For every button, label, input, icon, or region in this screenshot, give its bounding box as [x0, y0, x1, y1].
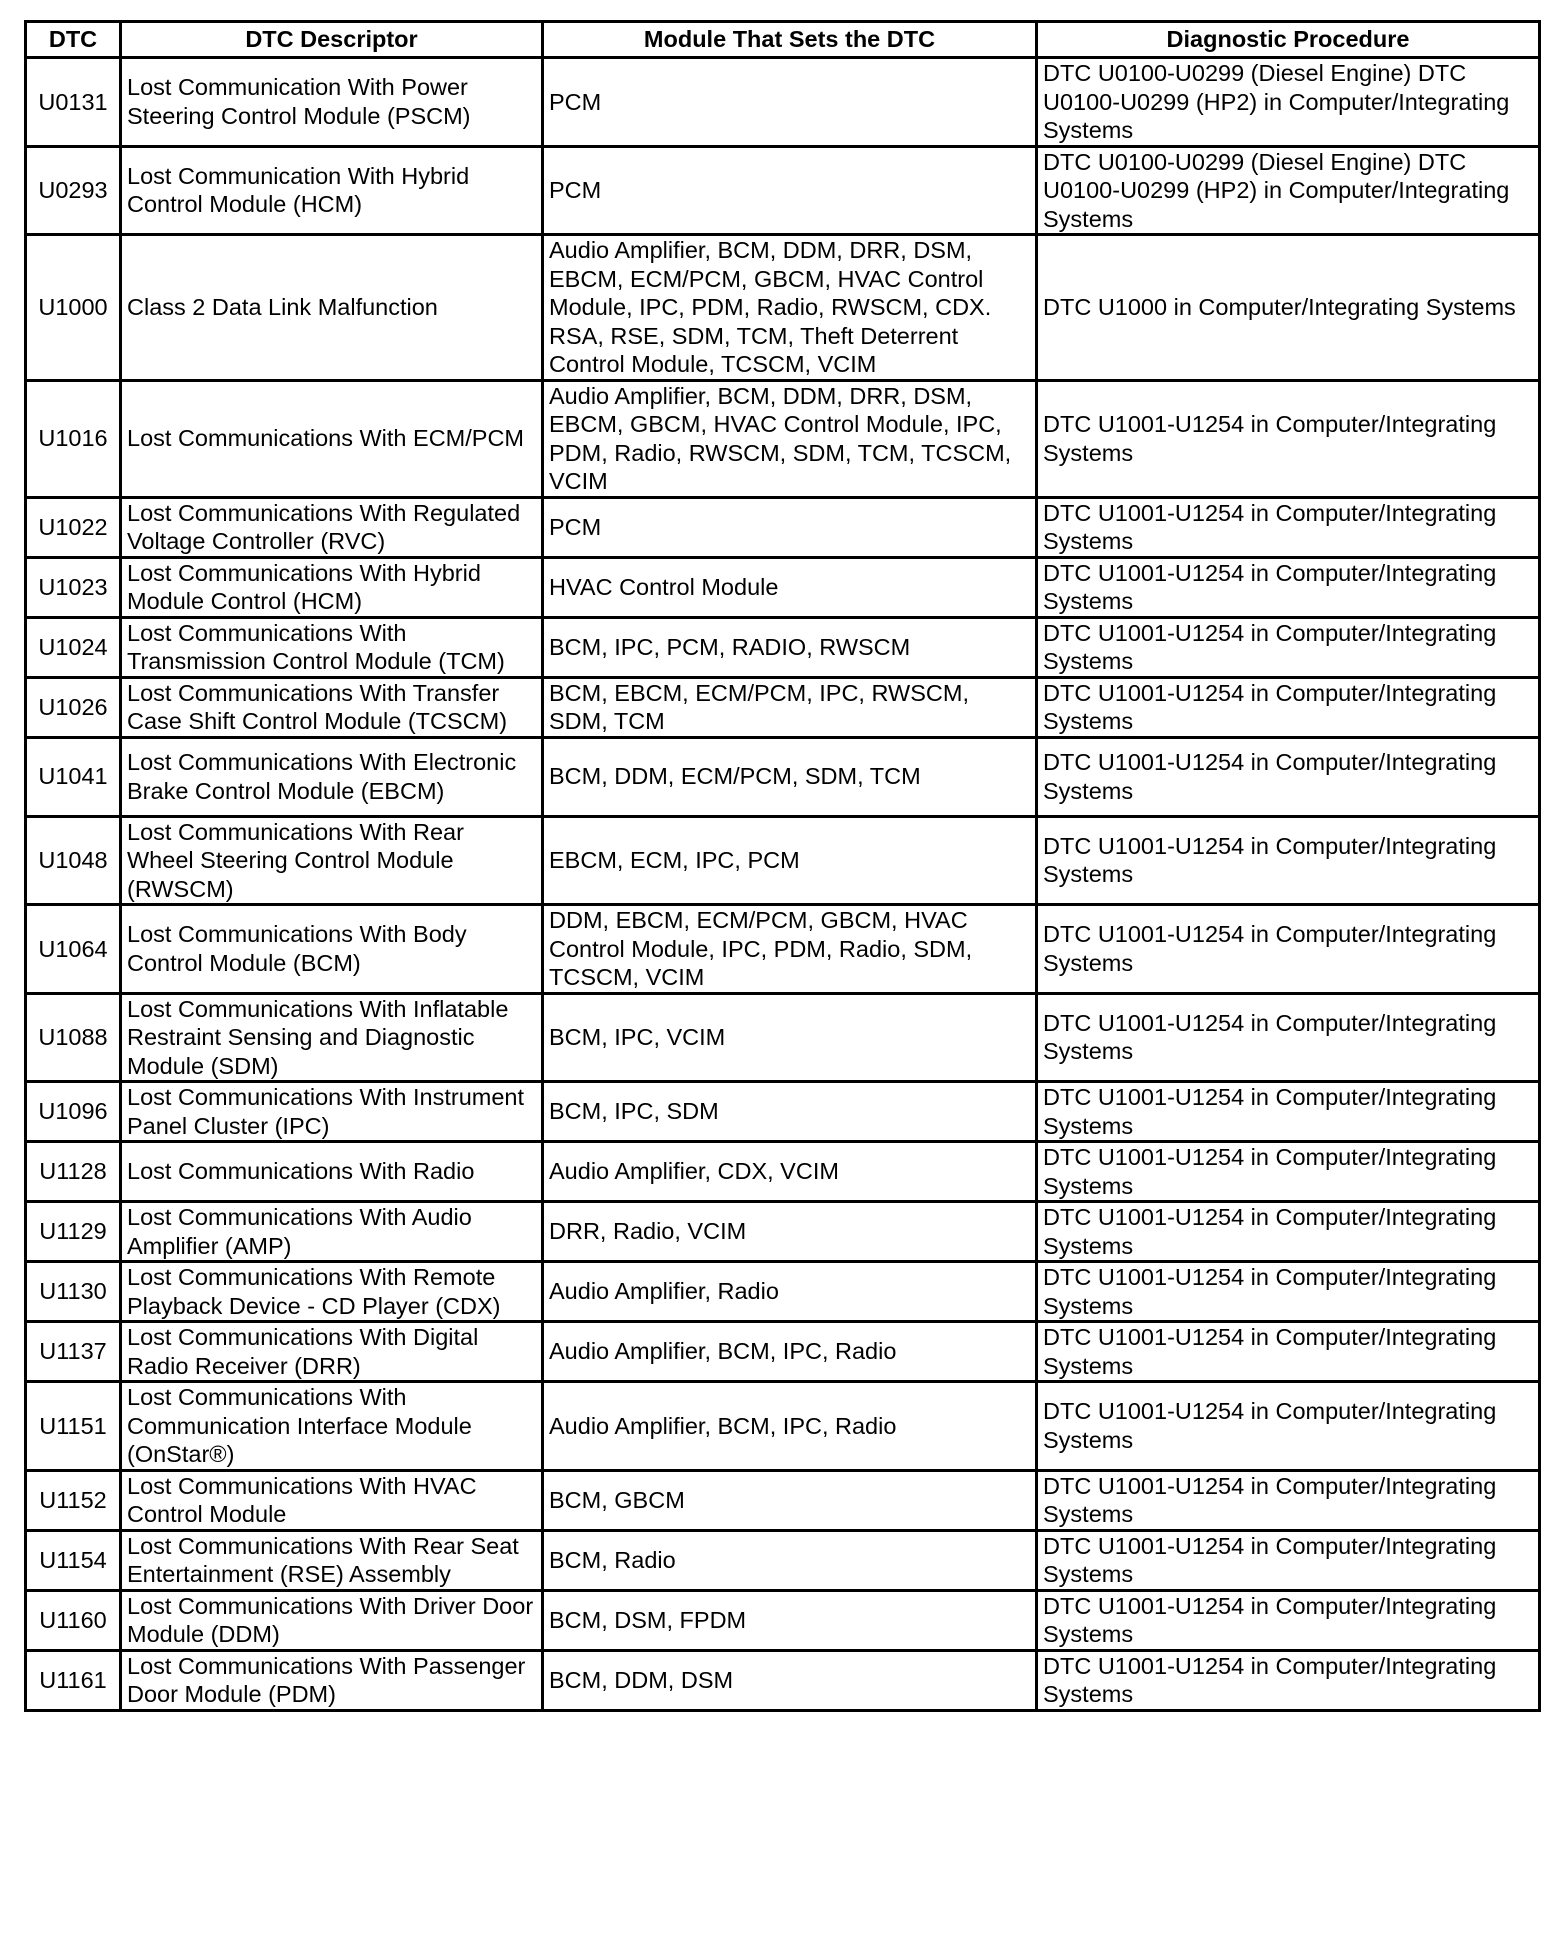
dtc-descriptor-cell: Lost Communications With Driver Door Module (DDM)	[121, 1590, 543, 1650]
diagnostic-procedure-cell: DTC U1001-U1254 in Computer/Integrating Systems	[1037, 737, 1540, 816]
diagnostic-procedure-cell: DTC U1001-U1254 in Computer/Integrating Systems	[1037, 1262, 1540, 1322]
module-cell: DDM, EBCM, ECM/PCM, GBCM, HVAC Control Module, IPC, PDM, Radio, SDM, TCSCM, VCIM	[543, 905, 1037, 994]
diagnostic-procedure-cell: DTC U0100-U0299 (Diesel Engine) DTC U0100-U0299 (HP2) in Computer/Integrating Systems	[1037, 146, 1540, 235]
dtc-code-cell: U1022	[26, 497, 121, 557]
table-row	[26, 905, 1540, 994]
dtc-code-cell: U1161	[26, 1650, 121, 1710]
diagnostic-procedure-cell: DTC U1001-U1254 in Computer/Integrating Systems	[1037, 617, 1540, 677]
diagnostic-procedure-cell: DTC U1001-U1254 in Computer/Integrating Systems	[1037, 993, 1540, 1082]
diagnostic-procedure-cell: DTC U1001-U1254 in Computer/Integrating Systems	[1037, 1590, 1540, 1650]
dtc-code-cell: U1130	[26, 1262, 121, 1322]
module-cell: BCM, DSM, FPDM	[543, 1590, 1037, 1650]
dtc-descriptor-cell: Lost Communications With Remote Playback Device - CD Player (CDX)	[121, 1262, 543, 1322]
dtc-descriptor-cell: Lost Communications With Body Control Module (BCM)	[121, 905, 543, 994]
dtc-code-cell: U1129	[26, 1202, 121, 1262]
dtc-table-page	[24, 20, 1538, 1712]
diagnostic-procedure-cell: DTC U1001-U1254 in Computer/Integrating Systems	[1037, 905, 1540, 994]
diagnostic-procedure-cell: DTC U1001-U1254 in Computer/Integrating Systems	[1037, 1470, 1540, 1530]
diagnostic-procedure-cell: DTC U1001-U1254 in Computer/Integrating Systems	[1037, 677, 1540, 737]
module-cell: Audio Amplifier, Radio	[543, 1262, 1037, 1322]
diagnostic-procedure-cell: DTC U1001-U1254 in Computer/Integrating Systems	[1037, 497, 1540, 557]
table-row	[26, 380, 1540, 497]
table-row	[26, 1382, 1540, 1471]
module-cell: BCM, DDM, ECM/PCM, SDM, TCM	[543, 737, 1037, 816]
module-cell: BCM, Radio	[543, 1530, 1037, 1590]
dtc-code-cell: U1128	[26, 1142, 121, 1202]
diagnostic-procedure-cell: DTC U1001-U1254 in Computer/Integrating Systems	[1037, 1530, 1540, 1590]
diagnostic-procedure-cell: DTC U1001-U1254 in Computer/Integrating Systems	[1037, 1142, 1540, 1202]
table-row	[26, 1142, 1540, 1202]
dtc-code-cell: U1024	[26, 617, 121, 677]
module-cell: BCM, GBCM	[543, 1470, 1037, 1530]
table-row	[26, 1262, 1540, 1322]
diagnostic-procedure-cell: DTC U1001-U1254 in Computer/Integrating Systems	[1037, 1202, 1540, 1262]
diagnostic-procedure-cell: DTC U0100-U0299 (Diesel Engine) DTC U0100-U0299 (HP2) in Computer/Integrating Systems	[1037, 58, 1540, 147]
dtc-descriptor-cell: Lost Communications With Hybrid Module Control (HCM)	[121, 557, 543, 617]
diagnostic-procedure-cell: DTC U1001-U1254 in Computer/Integrating Systems	[1037, 1382, 1540, 1471]
table-row	[26, 617, 1540, 677]
table-row	[26, 737, 1540, 816]
dtc-code-cell: U1000	[26, 235, 121, 381]
dtc-code-cell: U1160	[26, 1590, 121, 1650]
column-header-procedure: Diagnostic Procedure	[1037, 22, 1540, 58]
dtc-descriptor-cell: Lost Communications With Regulated Voltage Controller (RVC)	[121, 497, 543, 557]
module-cell: Audio Amplifier, CDX, VCIM	[543, 1142, 1037, 1202]
dtc-descriptor-cell: Lost Communications With Rear Wheel Steering Control Module (RWSCM)	[121, 816, 543, 905]
module-cell: PCM	[543, 58, 1037, 147]
dtc-code-cell: U0293	[26, 146, 121, 235]
dtc-descriptor-cell: Lost Communications With Inflatable Restraint Sensing and Diagnostic Module (SDM)	[121, 993, 543, 1082]
module-cell: BCM, EBCM, ECM/PCM, IPC, RWSCM, SDM, TCM	[543, 677, 1037, 737]
diagnostic-procedure-cell: DTC U1001-U1254 in Computer/Integrating Systems	[1037, 557, 1540, 617]
module-cell: HVAC Control Module	[543, 557, 1037, 617]
dtc-descriptor-cell: Lost Communications With Electronic Brake Control Module (EBCM)	[121, 737, 543, 816]
dtc-descriptor-cell: Lost Communications With Digital Radio Receiver (DRR)	[121, 1322, 543, 1382]
module-cell: DRR, Radio, VCIM	[543, 1202, 1037, 1262]
dtc-code-cell: U1151	[26, 1382, 121, 1471]
dtc-code-cell: U1016	[26, 380, 121, 497]
dtc-descriptor-cell: Class 2 Data Link Malfunction	[121, 235, 543, 381]
table-row	[26, 816, 1540, 905]
dtc-code-cell: U1152	[26, 1470, 121, 1530]
module-cell: Audio Amplifier, BCM, DDM, DRR, DSM, EBCM, ECM/PCM, GBCM, HVAC Control Module, IPC, PDM, Radio, RWSCM, CDX. RSA, RSE, SDM, TCM, Theft Deterrent Control Module, TCSCM, VCIM	[543, 235, 1037, 381]
dtc-descriptor-cell: Lost Communications With ECM/PCM	[121, 380, 543, 497]
module-cell: Audio Amplifier, BCM, IPC, Radio	[543, 1322, 1037, 1382]
dtc-code-cell: U1048	[26, 816, 121, 905]
table-row	[26, 58, 1540, 147]
dtc-descriptor-cell: Lost Communication With Power Steering Control Module (PSCM)	[121, 58, 543, 147]
dtc-code-cell: U1064	[26, 905, 121, 994]
column-header-module: Module That Sets the DTC	[543, 22, 1037, 58]
module-cell: Audio Amplifier, BCM, DDM, DRR, DSM, EBCM, GBCM, HVAC Control Module, IPC, PDM, Radio, RWSCM, SDM, TCM, TCSCM, VCIM	[543, 380, 1037, 497]
table-row	[26, 993, 1540, 1082]
dtc-code-cell: U1023	[26, 557, 121, 617]
table-row	[26, 1322, 1540, 1382]
module-cell: BCM, DDM, DSM	[543, 1650, 1037, 1710]
diagnostic-procedure-cell: DTC U1001-U1254 in Computer/Integrating Systems	[1037, 1082, 1540, 1142]
dtc-table	[24, 20, 1541, 1712]
module-cell: EBCM, ECM, IPC, PCM	[543, 816, 1037, 905]
dtc-descriptor-cell: Lost Communications With Audio Amplifier (AMP)	[121, 1202, 543, 1262]
dtc-code-cell: U0131	[26, 58, 121, 147]
dtc-descriptor-cell: Lost Communications With Radio	[121, 1142, 543, 1202]
table-row	[26, 1530, 1540, 1590]
module-cell: BCM, IPC, PCM, RADIO, RWSCM	[543, 617, 1037, 677]
module-cell: PCM	[543, 497, 1037, 557]
table-row	[26, 497, 1540, 557]
dtc-descriptor-cell: Lost Communications With Rear Seat Entertainment (RSE) Assembly	[121, 1530, 543, 1590]
table-row	[26, 557, 1540, 617]
table-row	[26, 1470, 1540, 1530]
diagnostic-procedure-cell: DTC U1001-U1254 in Computer/Integrating Systems	[1037, 1322, 1540, 1382]
module-cell: Audio Amplifier, BCM, IPC, Radio	[543, 1382, 1037, 1471]
table-row	[26, 1650, 1540, 1710]
table-row	[26, 1590, 1540, 1650]
dtc-code-cell: U1041	[26, 737, 121, 816]
dtc-descriptor-cell: Lost Communications With Passenger Door Module (PDM)	[121, 1650, 543, 1710]
table-body	[26, 58, 1540, 1711]
table-row	[26, 146, 1540, 235]
diagnostic-procedure-cell: DTC U1001-U1254 in Computer/Integrating Systems	[1037, 816, 1540, 905]
dtc-code-cell: U1137	[26, 1322, 121, 1382]
dtc-code-cell: U1026	[26, 677, 121, 737]
dtc-descriptor-cell: Lost Communications With HVAC Control Module	[121, 1470, 543, 1530]
dtc-code-cell: U1154	[26, 1530, 121, 1590]
diagnostic-procedure-cell: DTC U1001-U1254 in Computer/Integrating Systems	[1037, 1650, 1540, 1710]
module-cell: BCM, IPC, SDM	[543, 1082, 1037, 1142]
dtc-descriptor-cell: Lost Communications With Transmission Control Module (TCM)	[121, 617, 543, 677]
dtc-descriptor-cell: Lost Communications With Communication Interface Module (OnStar®)	[121, 1382, 543, 1471]
table-row	[26, 1082, 1540, 1142]
diagnostic-procedure-cell: DTC U1000 in Computer/Integrating Systems	[1037, 235, 1540, 381]
table-header-row	[26, 22, 1540, 58]
dtc-descriptor-cell: Lost Communications With Instrument Panel Cluster (IPC)	[121, 1082, 543, 1142]
module-cell: PCM	[543, 146, 1037, 235]
column-header-descriptor: DTC Descriptor	[121, 22, 543, 58]
table-row	[26, 677, 1540, 737]
dtc-code-cell: U1096	[26, 1082, 121, 1142]
module-cell: BCM, IPC, VCIM	[543, 993, 1037, 1082]
table-row	[26, 1202, 1540, 1262]
dtc-descriptor-cell: Lost Communication With Hybrid Control Module (HCM)	[121, 146, 543, 235]
diagnostic-procedure-cell: DTC U1001-U1254 in Computer/Integrating Systems	[1037, 380, 1540, 497]
dtc-code-cell: U1088	[26, 993, 121, 1082]
dtc-descriptor-cell: Lost Communications With Transfer Case Shift Control Module (TCSCM)	[121, 677, 543, 737]
column-header-dtc: DTC	[26, 22, 121, 58]
table-row	[26, 235, 1540, 381]
